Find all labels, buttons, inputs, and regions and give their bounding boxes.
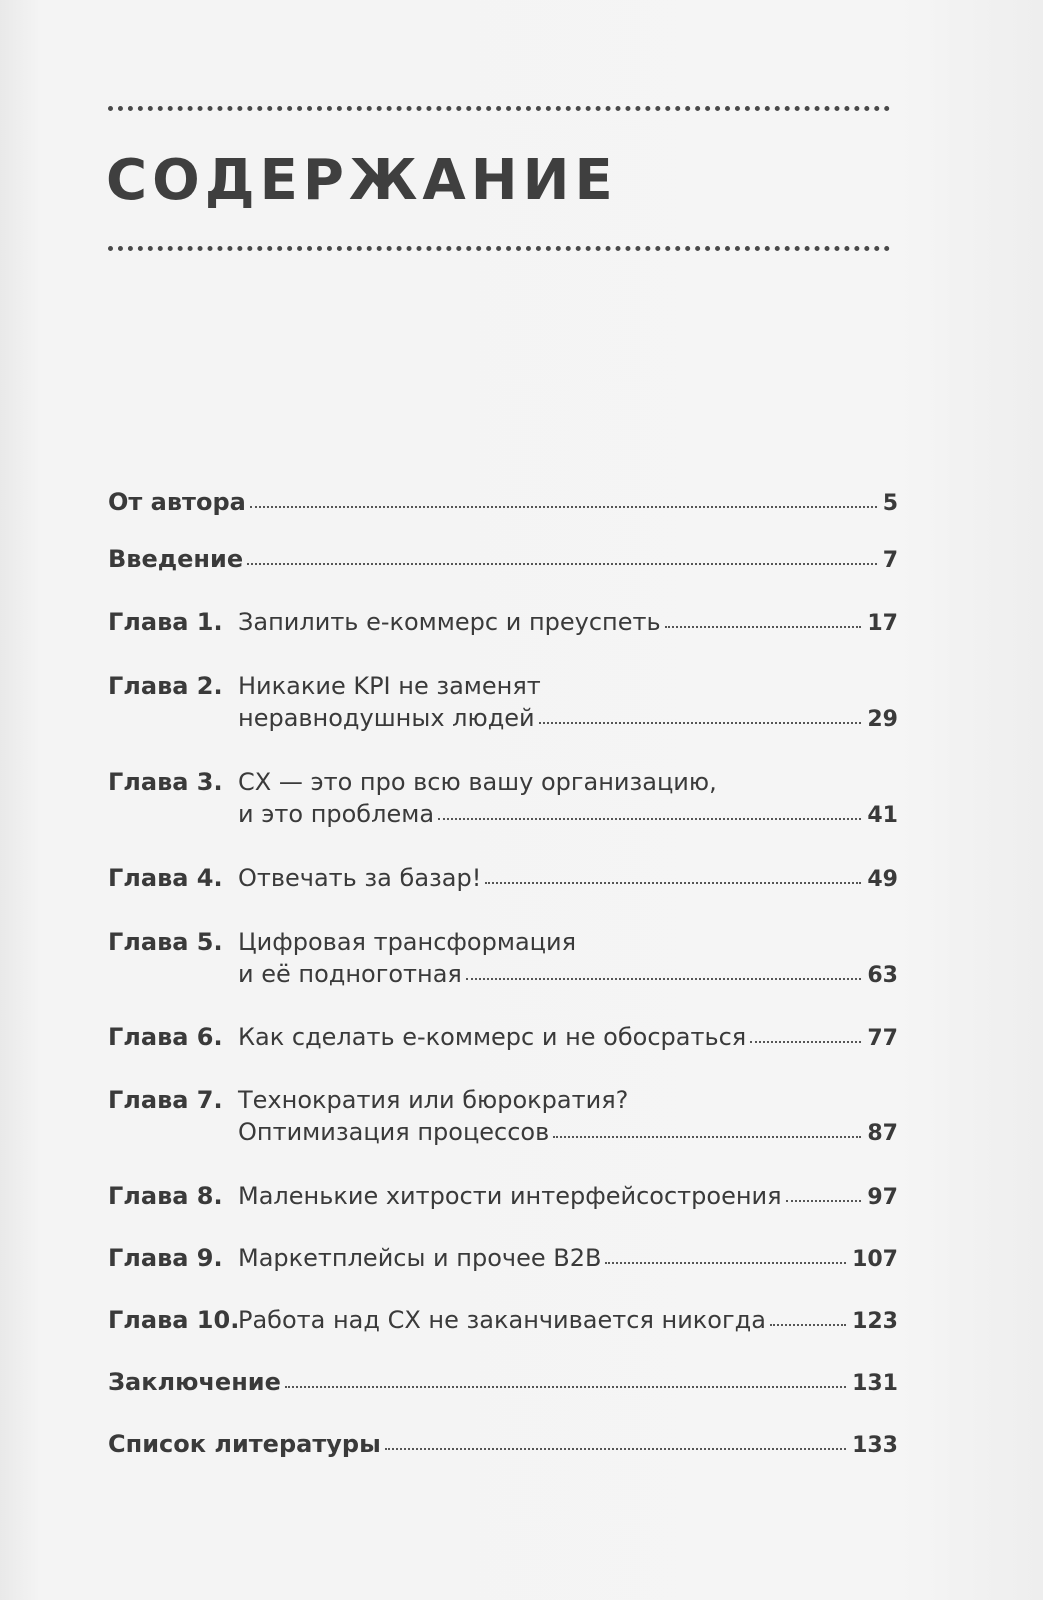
chapter-label: Глава 9. <box>108 1244 223 1272</box>
toc-entry-label: Введение <box>108 545 244 573</box>
chapter-title-line-2: и её подноготная <box>238 960 462 988</box>
leader-dots <box>466 978 862 980</box>
leader-dots <box>385 1448 846 1450</box>
chapter-label: Глава 3. <box>108 768 223 796</box>
chapter-title-line-1: CX — это про всю вашу организацию, <box>238 768 717 796</box>
toc-page-number: 17 <box>867 611 898 636</box>
leader-dots <box>786 1200 862 1202</box>
toc-page-number: 7 <box>882 548 898 573</box>
chapter-label: Глава 4. <box>108 864 223 892</box>
toc-page-number: 131 <box>852 1371 898 1396</box>
toc-page-number: 49 <box>867 867 898 892</box>
chapter-label: Глава 5. <box>108 928 223 956</box>
toc-entry-label: Заключение <box>108 1368 281 1396</box>
toc-page-number: 63 <box>867 963 898 988</box>
toc-page-number: 29 <box>867 707 898 732</box>
toc-entry-label: Список литературы <box>108 1430 381 1458</box>
chapter-title-line-1: Цифровая трансформация <box>238 928 577 956</box>
chapter-title: Маркетплейсы и прочее B2B <box>238 1244 602 1272</box>
chapter-label: Глава 1. <box>108 608 223 636</box>
leader-dots <box>665 626 862 628</box>
leader-dots <box>285 1386 846 1388</box>
leader-dots <box>750 1041 861 1043</box>
toc-page-number: 123 <box>852 1309 898 1334</box>
chapter-label: Глава 7. <box>108 1086 223 1114</box>
chapter-label: Глава 2. <box>108 672 223 700</box>
leader-dots <box>247 563 877 565</box>
chapter-title: Запилить е-коммерс и преуспеть <box>238 608 661 636</box>
chapter-title-line-2: и это проблема <box>238 800 435 828</box>
chapter-title-line-1: Никакие KPI не заменят <box>238 672 541 700</box>
chapter-title: Отвечать за базар! <box>238 864 482 892</box>
leader-dots <box>553 1136 861 1138</box>
toc-page-number: 107 <box>852 1247 898 1272</box>
leader-dots <box>438 818 861 820</box>
chapter-title-line-2: Оптимизация процессов <box>238 1118 550 1146</box>
chapter-title: Маленькие хитрости интерфейсостроения <box>238 1182 782 1210</box>
chapter-label: Глава 10. <box>108 1306 240 1334</box>
top-dotted-rule <box>108 106 890 111</box>
toc-page-number: 41 <box>867 803 898 828</box>
chapter-title-line-2: неравнодушных людей <box>238 704 535 732</box>
bottom-dotted-rule <box>108 246 890 251</box>
chapter-label: Глава 6. <box>108 1023 223 1051</box>
toc-page-number: 87 <box>867 1121 898 1146</box>
toc-page-number: 97 <box>867 1185 898 1210</box>
leader-dots <box>250 506 877 508</box>
toc-page-number: 133 <box>852 1433 898 1458</box>
toc-page-number: 77 <box>867 1026 898 1051</box>
chapter-title: Работа над CX не заканчивается никогда <box>238 1306 766 1334</box>
chapter-label: Глава 8. <box>108 1182 223 1210</box>
chapter-title: Как сделать е-коммерс и не обосраться <box>238 1023 747 1051</box>
chapter-title-line-1: Технократия или бюрократия? <box>238 1086 629 1114</box>
toc-entry-label: От автора <box>108 488 246 516</box>
toc-page-number: 5 <box>882 491 898 516</box>
leader-dots <box>605 1262 846 1264</box>
page-title: СОДЕРЖАНИЕ <box>106 148 618 213</box>
leader-dots <box>770 1324 846 1326</box>
leader-dots <box>539 722 862 724</box>
leader-dots <box>485 882 861 884</box>
